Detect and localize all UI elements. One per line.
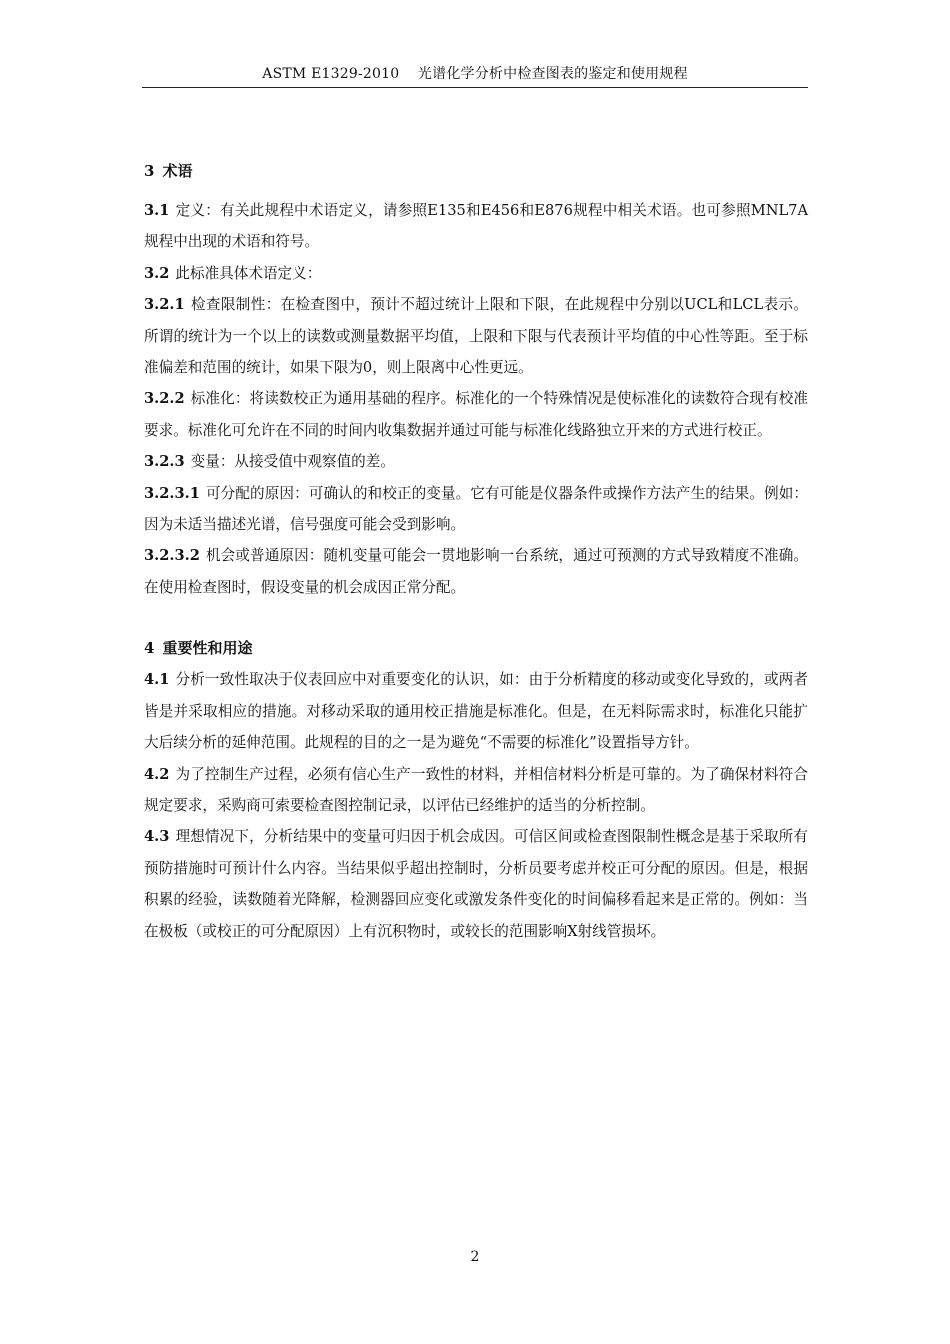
- clause-paragraph: [144, 446, 808, 477]
- section-heading: [144, 156, 808, 187]
- clause-number: 3.2.3: [144, 453, 185, 471]
- clause-text: 变量：从接受值中观察值的差。: [190, 453, 395, 471]
- clause-number: 3.2.3.1: [144, 484, 200, 502]
- running-header: [142, 64, 808, 88]
- section-number: 3: [144, 162, 155, 180]
- section-number: 4: [144, 639, 155, 658]
- clause-text: 可分配的原因：可确认的和校正的变量。它有可能是仪器条件或操作方法产生的结果。例如：因为未适当描述光谱，信号强度可能会受到影响。: [144, 484, 808, 534]
- clause-paragraph: [144, 258, 808, 289]
- clause-text: 机会或普通原因：随机变量可能会一贯地影响一台系统，通过可预测的方式导致精度不准确。在使用检查图时，假设变量的机会成因正常分配。: [144, 547, 808, 596]
- clause-text: 此标准具体术语定义：: [175, 264, 322, 282]
- clause-number: 3.2: [144, 264, 170, 282]
- clause-number: 4.2: [144, 765, 170, 783]
- clause-paragraph: [144, 664, 808, 758]
- clause-text: 检查限制性：在检查图中，预计不超过统计上限和下限，在此规程中分别以UCL和LCL表示。所谓的统计为一个以上的读数或测量数据平均值，上限和下限与代表预计平均值的中心性等距。至于标准偏差和范围的统计，如果下限为0，则上限离中心性更远。: [144, 296, 808, 377]
- clause-number: 3.1: [144, 202, 170, 219]
- clause-number: 3.2.3.2: [144, 547, 200, 565]
- page-number: 2: [470, 1249, 480, 1265]
- clause-text: 分析一致性取决于仪表回应中对重要变化的认识，如：由于分析精度的移动或变化导致的，或两者皆是并采取相应的措施。对移动采取的通用校正措施是标准化。但是，在无料际需求时，标准化只能扩大后续分析的延伸范围。此规程的目的之一是为避免“不需要的标准化”设置指导方针。: [144, 671, 808, 752]
- clause-paragraph: [144, 195, 808, 258]
- clause-text: 理想情况下，分析结果中的变量可归因于机会成因。可信区间或检查图限制性概念是基于采取所有预防措施时可预计什么内容。当结果似乎超出控制时，分析员要考虑并校正可分配的原因。但是，根据积累的经验，读数随着光降解，检测器回应变化或激发条件变化的时间偏移看起来是正常的。例如：当在极板（或校正的可分配原因）上有沉积物时，或较长的范围影响X射线管损坏。: [144, 828, 808, 940]
- clause-text: 定义：有关此规程中术语定义，请参照E135和E456和E876规程中相关术语。也可参照MNL7A规程中出现的术语和符号。: [144, 202, 808, 251]
- clause-number: 4.1: [144, 671, 170, 689]
- clause-paragraph: [144, 383, 808, 446]
- clause-number: 4.3: [144, 828, 170, 846]
- page-content: [144, 156, 808, 947]
- clause-paragraph: [144, 759, 808, 822]
- clause-text: 为了控制生产过程，必须有信心生产一致性的材料，并相信材料分析是可靠的。为了确保材料符合规定要求，采购商可索要检查图控制记录，以评估已经维护的适当的分析控制。: [144, 765, 808, 814]
- clause-paragraph: [144, 821, 808, 947]
- clause-text: 标准化：将读数校正为通用基础的程序。标准化的一个特殊情况是使标准化的读数符合现有校准要求。标准化可允许在不同的时间内收集数据并通过可能与标准化线路独立开来的方式进行校正。: [144, 390, 808, 439]
- section-terminology: [144, 156, 808, 603]
- section-heading: [144, 633, 808, 664]
- clause-number: 3.2.1: [144, 296, 185, 314]
- clause-paragraph: [144, 289, 808, 383]
- clause-number: 3.2.2: [144, 390, 185, 408]
- section-title: 术语: [162, 162, 193, 180]
- section-title: 重要性和用途: [162, 639, 253, 658]
- clause-paragraph: [144, 478, 808, 541]
- clause-paragraph: [144, 540, 808, 603]
- section-significance-and-use: [144, 633, 808, 947]
- header-title: ASTM E1329-2010 光谱化学分析中检查图表的鉴定和使用规程: [262, 66, 688, 82]
